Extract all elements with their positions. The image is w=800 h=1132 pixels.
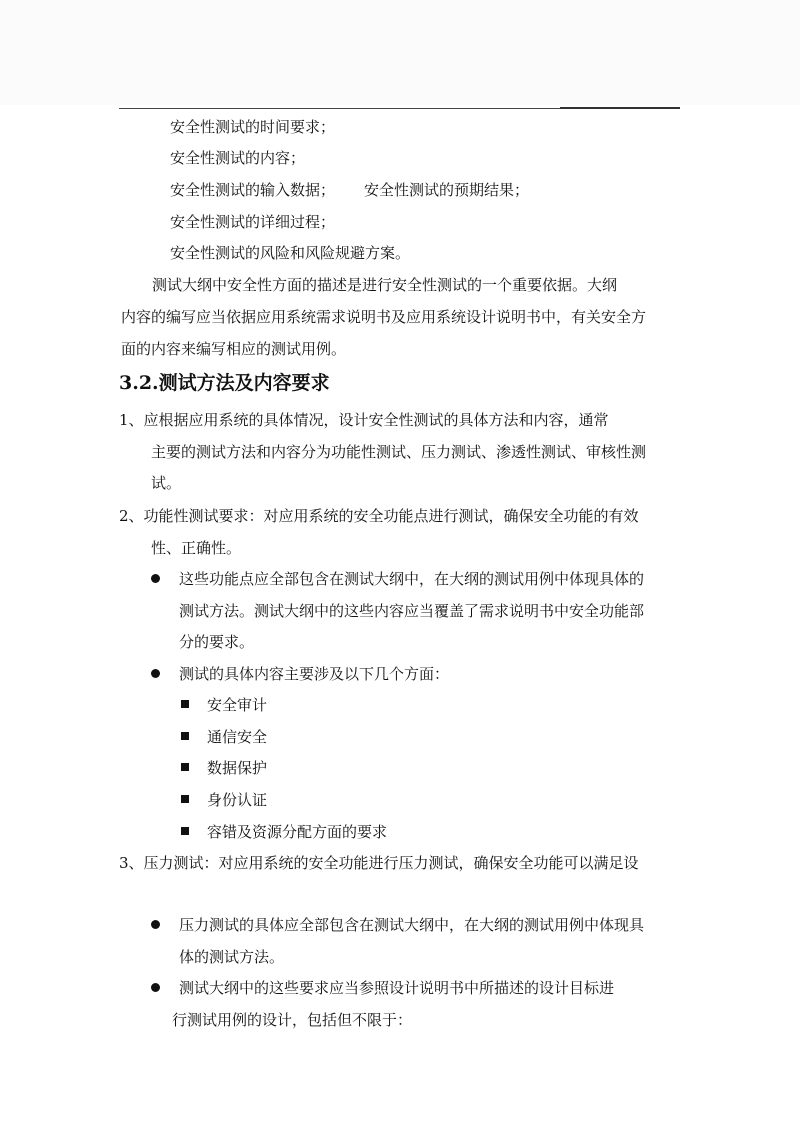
item1-line: 主要的测试方法和内容分为功能性测试、压力测试、渗透性测试、审核性测	[151, 443, 647, 461]
square-bullet-icon	[181, 827, 189, 835]
square-bullet-icon	[181, 795, 189, 803]
bullet-dot-icon	[151, 574, 160, 583]
square-bullet-icon	[181, 700, 189, 708]
bullet-line: 压力测试的具体应全部包含在测试大纲中，在大纲的测试用例中体现具	[179, 916, 645, 934]
square-bullet-icon	[181, 763, 189, 771]
section-heading: 3.2.测试方法及内容要求	[119, 372, 330, 394]
item2-line: 2、功能性测试要求：对应用系统的安全功能点进行测试，确保安全功能的有效	[119, 507, 639, 525]
item3-line: 3、压力测试：对应用系统的安全功能进行压力测试，确保安全功能可以满足设	[119, 854, 639, 872]
subitem: 安全审计	[207, 696, 268, 714]
paragraph-line: 测试大纲中安全性方面的描述是进行安全性测试的一个重要依据。大纲	[152, 276, 618, 294]
item1-line: 1、应根据应用系统的具体情况，设计安全性测试的具体方法和内容，通常	[119, 411, 609, 429]
bullet-dot-icon	[151, 983, 160, 992]
bullet-line: 这些功能点应全部包含在测试大纲中，在大纲的测试用例中体现具体的	[179, 570, 645, 588]
intro-line: 安全性测试的预期结果；	[364, 181, 530, 199]
bullet-line: 测试方法。测试大纲中的这些内容应当覆盖了需求说明书中安全功能部	[179, 602, 645, 620]
bullet-dot-icon	[151, 669, 160, 678]
page-top-margin	[0, 0, 800, 105]
bullet-line: 测试的具体内容主要涉及以下几个方面：	[179, 665, 450, 683]
intro-line: 安全性测试的时间要求；	[170, 118, 336, 136]
bullet-line: 行测试用例的设计，包括但不限于：	[172, 1011, 413, 1029]
intro-line: 安全性测试的详细过程；	[170, 213, 336, 231]
subitem: 身份认证	[207, 791, 268, 809]
paragraph-line: 内容的编写应当依据应用系统需求说明书及应用系统设计说明书中，有关安全方	[121, 308, 647, 326]
bullet-line: 测试大纲中的这些要求应当参照设计说明书中所描述的设计目标进	[179, 979, 615, 997]
subitem: 数据保护	[207, 759, 268, 777]
item1-line: 试。	[151, 474, 182, 492]
item2-line: 性、正确性。	[151, 539, 242, 557]
square-bullet-icon	[181, 732, 189, 740]
paragraph-line: 面的内容来编写相应的测试用例。	[121, 340, 347, 358]
intro-line: 安全性测试的风险和风险规避方案。	[170, 244, 411, 262]
intro-line: 安全性测试的输入数据；	[170, 181, 336, 199]
bullet-line: 分的要求。	[179, 633, 255, 651]
header-rule-accent	[560, 107, 680, 109]
bullet-dot-icon	[151, 920, 160, 929]
subitem: 通信安全	[207, 728, 268, 746]
subitem: 容错及资源分配方面的要求	[207, 823, 388, 841]
bullet-line: 体的测试方法。	[179, 948, 285, 966]
intro-line: 安全性测试的内容；	[170, 149, 306, 167]
